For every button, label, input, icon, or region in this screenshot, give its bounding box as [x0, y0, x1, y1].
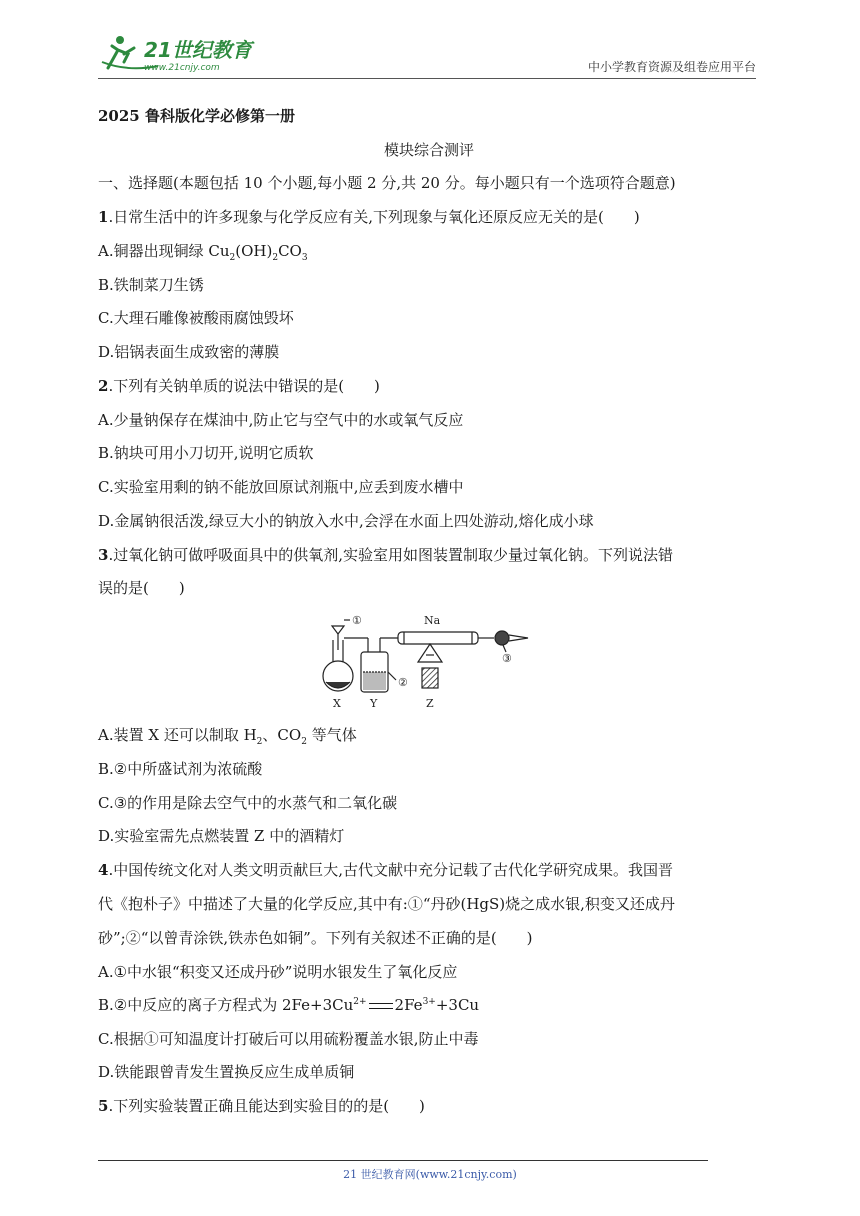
series-title: 2025 鲁科版化学必修第一册 [98, 107, 295, 125]
question-3-option-d: D.实验室需先点燃装置 Z 中的酒精灯 [98, 827, 345, 845]
label-na: Na [424, 614, 441, 627]
question-3-stem-line1: 3.过氧化钠可做呼吸面具中的供氧剂,实验室用如图装置制取少量过氧化钠。下列说法错 [98, 546, 673, 564]
question-5-stem: 5.下列实验装置正确且能达到实验目的的是( ) [98, 1097, 425, 1115]
logo-text: 21世纪教育 [144, 38, 252, 62]
section-heading: 一、选择题(本题包括 10 个小题,每小题 2 分,共 20 分。每小题只有一个选项符合题意) [98, 174, 676, 192]
apparatus-diagram [318, 610, 548, 710]
question-3-option-b: B.②中所盛试剂为浓硫酸 [98, 760, 263, 778]
question-4-option-a: A.①中水银“积变又还成丹砂”说明水银发生了氧化反应 [98, 963, 458, 981]
question-3-option-a: A.装置 X 还可以制取 $H_2$、$CO_2$ 等气体 [98, 726, 357, 747]
question-1-option-a: A.铜器出现铜绿 $Cu_2(OH)_2CO_3$ [98, 242, 308, 263]
question-1-option-b: B.铁制菜刀生锈 [98, 276, 204, 294]
drying-tube [495, 631, 509, 645]
equals-sign [369, 1003, 393, 1009]
question-2-option-b: B.钠块可用小刀切开,说明它质软 [98, 444, 314, 462]
test-title: 模块综合测评 [383, 141, 474, 159]
page-footer: 21 世纪教育网(www.21cnjy.com) [343, 1168, 517, 1181]
label-2: ② [398, 676, 408, 689]
question-1-stem: 1.日常生活中的许多现象与化学反应有关,下列现象与氧化还原反应无关的是( ) [98, 208, 640, 226]
platform-name: 中小学教育资源及组卷应用平台 [587, 60, 756, 74]
question-2-stem: 2.下列有关钠单质的说法中错误的是( ) [98, 377, 380, 395]
question-2-option-d: D.金属钠很活泼,绿豆大小的钠放入水中,会浮在水面上四处游动,熔化成小球 [98, 512, 594, 530]
question-3-option-c: C.③的作用是除去空气中的水蒸气和二氧化碳 [98, 794, 398, 812]
question-4-stem-line1: 4.中国传统文化对人类文明贡献巨大,古代文献中充分记载了古代化学研究成果。我国晋 [98, 861, 673, 879]
question-4-stem-line2: 代《抱朴子》中描述了大量的化学反应,其中有:①“丹砂(HgS)烧之成水银,积变又还成丹 [98, 895, 675, 913]
question-4-option-c: C.根据①可知温度计打破后可以用硫粉覆盖水银,防止中毒 [98, 1030, 479, 1048]
question-number: 1 [98, 208, 109, 226]
label-y: Y [370, 697, 378, 710]
label-1: ① [352, 614, 362, 627]
label-x: X [333, 697, 341, 710]
tube-z [398, 632, 478, 644]
question-2-option-a: A.少量钠保存在煤油中,防止它与空气中的水或氧气反应 [98, 411, 464, 429]
question-number: 4 [98, 861, 109, 879]
footer-divider [98, 1160, 708, 1161]
question-4-option-d: D.铁能跟曾青发生置换反应生成单质铜 [98, 1063, 355, 1081]
question-1-option-c: C.大理石雕像被酸雨腐蚀毁坏 [98, 309, 294, 327]
logo-url: www.21cnjy.com [144, 63, 220, 73]
question-3-stem-line2: 误的是( ) [98, 579, 185, 597]
page-header [98, 30, 756, 79]
question-2-option-c: C.实验室用剩的钠不能放回原试剂瓶中,应丢到废水槽中 [98, 478, 464, 496]
question-number: 5 [98, 1097, 109, 1115]
logo-21cnjy [98, 32, 258, 74]
label-z: Z [426, 697, 434, 710]
label-3: ③ [502, 652, 512, 665]
question-4-option-b: B.②中反应的离子方程式为 $2Fe+3Cu^{2+}$ $2Fe^{3+}+3Cu$ [98, 996, 480, 1014]
question-number: 2 [98, 377, 109, 395]
question-number: 3 [98, 546, 109, 564]
question-4-stem-line3: 砂”;②“以曾青涂铁,铁赤色如铜”。下列有关叙述不正确的是( ) [98, 929, 533, 947]
question-1-option-d: D.铝锅表面生成致密的薄膜 [98, 343, 280, 361]
